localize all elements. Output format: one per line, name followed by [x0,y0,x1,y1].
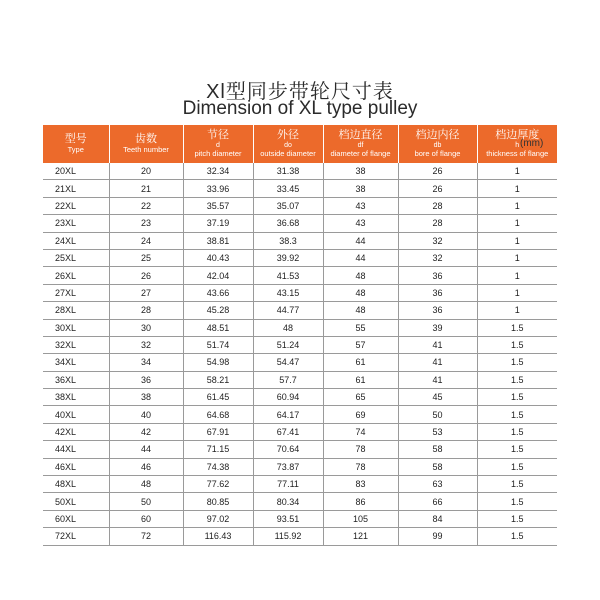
table-cell: 48XL [43,476,109,493]
table-cell: 60.94 [253,389,323,406]
table-cell: 60XL [43,510,109,527]
column-header-cn: 节径 [207,129,229,142]
table-cell: 38 [109,389,183,406]
table-row [43,476,557,493]
table-cell: 1.5 [477,510,557,527]
table-cell: 93.51 [253,510,323,527]
column-header [183,125,253,163]
table-cell: 32XL [43,336,109,353]
table-row [43,458,557,475]
table-cell: 40XL [43,406,109,423]
table-cell: 1.5 [477,319,557,336]
table-row [43,336,557,353]
table-cell: 36 [398,302,477,319]
table-cell: 38.3 [253,232,323,249]
table-cell: 43 [323,215,398,232]
column-header-cn: 档边内径 [415,129,460,142]
table-cell: 43.66 [183,284,253,301]
column-header [43,125,109,163]
table-cell: 39.92 [253,249,323,266]
table-cell: 77.11 [253,476,323,493]
table-cell: 86 [323,493,398,510]
table-cell: 42XL [43,423,109,440]
table-cell: 1.5 [477,336,557,353]
table-cell: 69 [323,406,398,423]
table-row [43,389,557,406]
table-cell: 80.85 [183,493,253,510]
table-cell: 65 [323,389,398,406]
column-header-symbol: do [284,142,292,150]
table-cell: 28 [398,215,477,232]
table-cell: 72XL [43,528,109,545]
table-cell: 38.81 [183,232,253,249]
table-cell: 41 [398,336,477,353]
table-cell: 77.62 [183,476,253,493]
table-cell: 39 [398,319,477,336]
table-header-row [43,125,557,163]
table-cell: 48 [323,267,398,284]
table-cell: 30 [109,319,183,336]
table-cell: 24XL [43,232,109,249]
column-header-en: outside diameter [260,149,316,159]
column-header-symbol: db [433,142,442,150]
table-cell: 105 [323,510,398,527]
table-cell: 1.5 [477,493,557,510]
page-title-en: Dimension of XL type pulley [182,98,418,119]
table-cell: 40.43 [183,249,253,266]
table-cell: 35.57 [183,197,253,214]
table-cell: 46 [109,458,183,475]
table-cell: 64.17 [253,406,323,423]
table-cell: 57.7 [253,371,323,388]
table-cell: 1.5 [477,371,557,388]
column-header-cn: 档边厚度 [495,129,540,142]
table-row [43,302,557,319]
table-cell: 43.15 [253,284,323,301]
table-cell: 1 [477,284,557,301]
table-cell: 78 [323,458,398,475]
table-cell: 1.5 [477,476,557,493]
column-header-en: Teeth number [123,145,169,155]
column-header [109,125,183,163]
table-cell: 28 [398,197,477,214]
table-cell: 38XL [43,389,109,406]
table-cell: 35.07 [253,197,323,214]
table-cell: 60 [109,510,183,527]
table-cell: 25XL [43,249,109,266]
table-cell: 51.74 [183,336,253,353]
table-row [43,284,557,301]
table-cell: 70.64 [253,441,323,458]
table-cell: 26 [109,267,183,284]
table-cell: 71.15 [183,441,253,458]
table-cell: 1 [477,163,557,180]
table-cell: 1.5 [477,441,557,458]
table-cell: 58 [398,441,477,458]
table-cell: 33.45 [253,180,323,197]
table-cell: 48 [323,284,398,301]
table-cell: 44 [323,232,398,249]
table-cell: 36.68 [253,215,323,232]
table-cell: 1.5 [477,354,557,371]
table-cell: 116.43 [183,528,253,545]
table-cell: 58.21 [183,371,253,388]
table-cell: 40 [109,406,183,423]
table-cell: 78 [323,441,398,458]
table-cell: 1.5 [477,423,557,440]
table-cell: 22XL [43,197,109,214]
table-cell: 1 [477,215,557,232]
table-cell: 31.38 [253,163,323,180]
table-cell: 28XL [43,302,109,319]
table-row [43,249,557,266]
table-cell: 32.34 [183,163,253,180]
table-cell: 50 [109,493,183,510]
table-cell: 26 [398,180,477,197]
table-cell: 61.45 [183,389,253,406]
column-header-cn: 齿数 [135,133,157,146]
table-row [43,232,557,249]
table-cell: 37.19 [183,215,253,232]
table-cell: 38 [323,163,398,180]
table-cell: 74.38 [183,458,253,475]
table-cell: 54.98 [183,354,253,371]
table-cell: 24 [109,232,183,249]
table-cell: 41 [398,354,477,371]
table-cell: 36 [398,267,477,284]
table-cell: 32 [109,336,183,353]
column-header-cn: 档边直径 [338,129,383,142]
column-header [323,125,398,163]
table-cell: 1.5 [477,528,557,545]
table-cell: 1 [477,180,557,197]
table-cell: 30XL [43,319,109,336]
table-cell: 58 [398,458,477,475]
table-cell: 50XL [43,493,109,510]
table-cell: 99 [398,528,477,545]
table-row [43,215,557,232]
table-row [43,528,557,545]
table-row [43,354,557,371]
table-cell: 1 [477,232,557,249]
table-cell: 44XL [43,441,109,458]
table-cell: 45.28 [183,302,253,319]
table-cell: 21XL [43,180,109,197]
table-cell: 1 [477,249,557,266]
table-row [43,319,557,336]
column-header [398,125,477,163]
table-row [43,197,557,214]
table-cell: 33.96 [183,180,253,197]
table-cell: 20XL [43,163,109,180]
table-row [43,406,557,423]
table-cell: 44.77 [253,302,323,319]
table-cell: 44 [109,441,183,458]
table-cell: 41.53 [253,267,323,284]
table-cell: 1 [477,302,557,319]
table-cell: 32 [398,232,477,249]
table-cell: 115.92 [253,528,323,545]
column-header-en: bore of flange [414,149,461,159]
table-cell: 74 [323,423,398,440]
table-cell: 36XL [43,371,109,388]
table-cell: 28 [109,302,183,319]
table-cell: 97.02 [183,510,253,527]
table-cell: 32 [398,249,477,266]
table-cell: 73.87 [253,458,323,475]
table-cell: 121 [323,528,398,545]
table-cell: 36 [109,371,183,388]
column-header-en: thickness of flange [486,149,549,159]
table-cell: 55 [323,319,398,336]
table-cell: 63 [398,476,477,493]
column-header-en: Type [67,145,84,155]
table-cell: 64.68 [183,406,253,423]
table-cell: 50 [398,406,477,423]
table-cell: 23XL [43,215,109,232]
table-cell: 83 [323,476,398,493]
table-cell: 1.5 [477,389,557,406]
table-cell: 48.51 [183,319,253,336]
table-cell: 26 [398,163,477,180]
table-cell: 48 [109,476,183,493]
table-cell: 42.04 [183,267,253,284]
table-cell: 67.41 [253,423,323,440]
table-cell: 21 [109,180,183,197]
table-cell: 43 [323,197,398,214]
table-row [43,493,557,510]
table-cell: 66 [398,493,477,510]
table-cell: 27 [109,284,183,301]
table-cell: 20 [109,163,183,180]
column-header [253,125,323,163]
table-row [43,371,557,388]
column-header-symbol: d [216,142,220,150]
column-header-symbol: df [357,142,364,150]
table-cell: 27XL [43,284,109,301]
table-cell: 41 [398,371,477,388]
table-cell: 46XL [43,458,109,475]
table-row [43,267,557,284]
column-header-cn: 型号 [64,133,87,146]
table-cell: 25 [109,249,183,266]
column-header-cn: 外径 [277,129,299,142]
table-cell: 61 [323,354,398,371]
table-cell: 34 [109,354,183,371]
unit-label: (mm) [520,138,544,149]
table-row [43,423,557,440]
table-cell: 22 [109,197,183,214]
table-cell: 51.24 [253,336,323,353]
column-header-en: diameter of flange [330,149,391,159]
table-cell: 1 [477,267,557,284]
table-cell: 80.34 [253,493,323,510]
table-cell: 72 [109,528,183,545]
table-cell: 48 [253,319,323,336]
table-cell: 38 [323,180,398,197]
table-cell: 54.47 [253,354,323,371]
table-row [43,180,557,197]
table-cell: 48 [323,302,398,319]
table-cell: 23 [109,215,183,232]
table-body [43,163,557,545]
table-cell: 42 [109,423,183,440]
table-cell: 57 [323,336,398,353]
column-header-en: pitch diameter [194,149,242,159]
table-cell: 1 [477,197,557,214]
column-header-symbol: h [515,142,520,150]
table-row [43,510,557,527]
table-cell: 34XL [43,354,109,371]
table-cell: 61 [323,371,398,388]
table-row [43,163,557,180]
table-cell: 1.5 [477,458,557,475]
table-cell: 84 [398,510,477,527]
table-row [43,441,557,458]
table-cell: 36 [398,284,477,301]
dimension-table [43,125,557,546]
column-header [477,125,557,163]
table-cell: 44 [323,249,398,266]
table-cell: 1.5 [477,406,557,423]
page-title-cn: Xl型同步带轮尺寸表 [206,81,394,103]
table-cell: 26XL [43,267,109,284]
table-cell: 67.91 [183,423,253,440]
table-cell: 45 [398,389,477,406]
table-cell: 53 [398,423,477,440]
